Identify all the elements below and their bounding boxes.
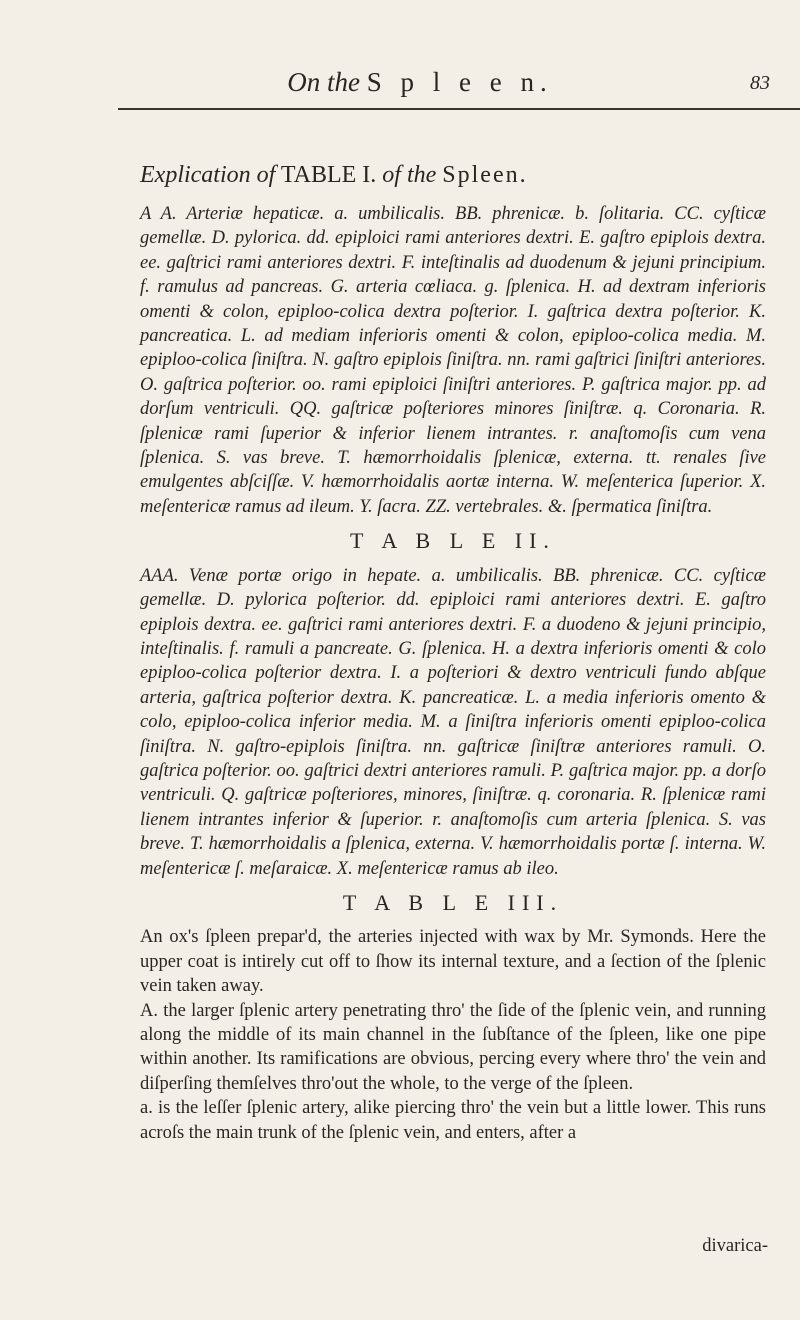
page-number: 83	[750, 72, 770, 94]
title-spleen: Spleen.	[442, 162, 528, 188]
table2-heading: T A B L E II.	[350, 528, 556, 554]
body-text	[140, 158, 766, 1145]
table3-item-A: A. the larger ſplenic artery penetrating thro' the ſide of the ſplenic vein, and running along the middle of its main channel in the ſubſtance of the ſpleen, like one pipe within another. Its ramifications are obvious, percing every where thro' the vein and diſperſing themſelves thro'out the whole, to the verge of the ſpleen.	[140, 1000, 766, 1094]
table3-item-a: a. is the leſſer ſplenic artery, alike piercing thro' the vein but a little lower. This runs acroſs the main trunk of the ſplenic vein, and enters, after a	[140, 1098, 766, 1143]
title-of: of	[256, 162, 276, 188]
table1-explication: A A. Arteriæ hepaticæ. a. umbilicalis. BB. phrenicæ. b. ſolitaria. CC. cyſticæ gemellæ. D. pylorica. dd. epiploici rami anteriores dextri. E. gaſtro epiplois dextra. ee. gaſtrici rami anteriores dextri. F. inteſtinalis ad duodenum & jejuni principium. f. ramulus ad pancreas. G. arteria cœliaca. g. ſplenica. H. ad dextram inferioris omenti & colon, epiploo-colica dextra poſterior. I. gaſtrica dextra poſterior. K. pancreatica. L. ad mediam inferioris omenti & colon, epiploo-colica media. M. epiploo-colica ſiniſtra. N. gaſtro epiplois ſiniſtra. nn. rami gaſtrici ſiniſtri anteriores. O. gaſtrica poſterior. oo. rami epiploici ſiniſtri anteriores. P. gaſtrica major. pp. ad dorſum ventriculi. QQ. gaſtricæ poſteriores minores ſiniſtræ. q. Coronaria. R. ſplenicæ rami ſuperior & inferior lienem intrantes. r. anaſtomoſis cum vena ſplenica. S. vas breve. T. hæmorrhoidalis ſplenicæ, externa. tt. renales ſive emulgentes abſciſſæ. V. hæmorrhoidalis aortæ interna. W. meſenterica ſuperior. X. meſentericæ ramus ad ileum. Y. ſacra. ZZ. vertebrales. &. ſpermatica ſiniſtra.	[140, 204, 766, 517]
table2-explication: AAA. Venæ portæ origo in hepate. a. umbilicalis. BB. phrenicæ. CC. cyſticæ gemellæ. D. pylorica poſterior. dd. epiploici rami anteriores dextri. E. gaſtro epiplois dextra. ee. gaſtrici rami anteriores dextri. F. a duodeno & jejuni principio, inteſtinalis. f. ramuli a pancreate. G. ſplenica. H. a dextra inferioris omenti & colo epiploo-colica poſterior dextra. I. a poſteriori & dextro ventriculi fundo abſque arteria, gaſtrica poſterior dextra. K. pancreaticæ. L. a media inferioris omento & colo, epiploo-colica inferior media. M. a ſiniſtra inferioris omenti epiploo-colica ſiniſtra. N. gaſtro-epiplois ſiniſtra. nn. gaſtricæ ſiniſtræ anteriores ramuli. O. gaſtrica poſterior. oo. gaſtrici dextri anteriores ramuli. P. gaſtrica major. pp. a dorſo ventriculi. Q. gaſtricæ poſteriores, minores, ſiniſtræ. q. coronaria. R. ſplenicæ rami lienem intrantes inferior & ſuperior. r. anaſtomoſis cum arteria ſplenica. S. vas breve. T. hæmorrhoidalis a ſplenica, externa. V. hæmorrhoidalis portæ ſ. interna. W. meſentericæ ſ. meſaraicæ. X. meſentericæ ramus ab ileo.	[140, 565, 766, 879]
title-table: TABLE I.	[280, 162, 377, 188]
running-head	[120, 62, 720, 102]
running-head-prefix: On the	[287, 67, 360, 97]
table3-intro: An ox's ſpleen prepar'd, the arteries injected with wax by Mr. Symonds. Here the upper coat is intirely cut off to ſhow its internal texture, and a ſection of the ſplenic vein taken away.	[140, 927, 766, 997]
page-title	[140, 158, 766, 192]
catchword: divarica-	[702, 1236, 768, 1256]
header-rule	[118, 108, 800, 110]
title-explication: Explication	[140, 162, 251, 188]
table3-heading: T A B L E III.	[342, 889, 564, 915]
title-of-the: of the	[382, 162, 437, 188]
running-head-word: S p l e e n.	[366, 67, 553, 97]
